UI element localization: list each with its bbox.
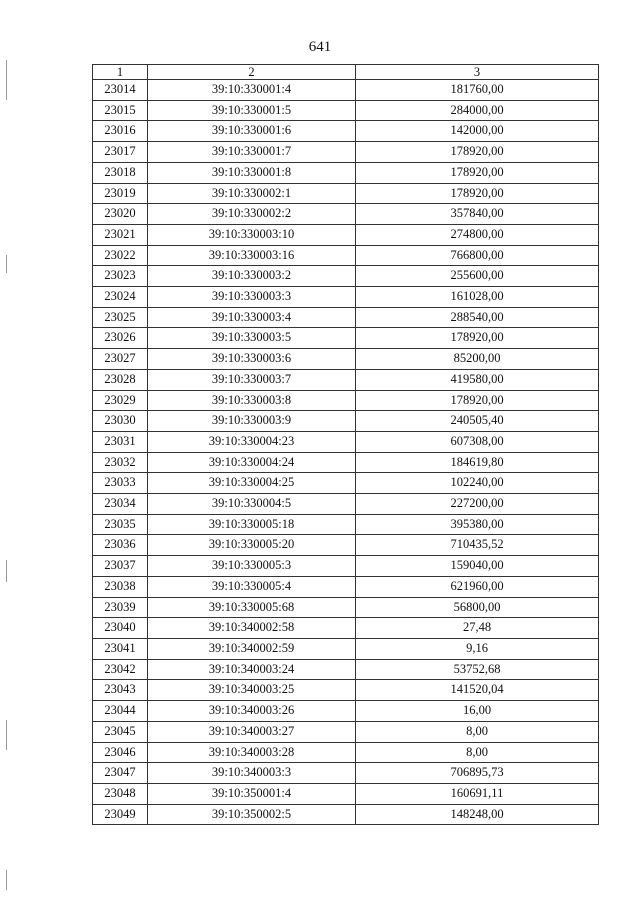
row-number-cell: 23049 xyxy=(93,804,148,825)
table-row xyxy=(93,80,599,101)
cadastral-value-cell: 159040,00 xyxy=(356,556,599,577)
cadastral-number-cell: 39:10:330002:1 xyxy=(148,183,356,204)
row-number-cell: 23016 xyxy=(93,121,148,142)
table-row xyxy=(93,514,599,535)
table-row xyxy=(93,287,599,308)
table-row xyxy=(93,162,599,183)
row-number-cell: 23042 xyxy=(93,659,148,680)
scan-edge-mark xyxy=(6,870,7,890)
row-number-cell: 23028 xyxy=(93,369,148,390)
table-row xyxy=(93,701,599,722)
cadastral-number-cell: 39:10:340003:3 xyxy=(148,763,356,784)
cadastral-value-cell: 227200,00 xyxy=(356,494,599,515)
cadastral-number-cell: 39:10:330003:2 xyxy=(148,266,356,287)
table-row xyxy=(93,783,599,804)
table-row xyxy=(93,100,599,121)
cadastral-value-cell: 160691,11 xyxy=(356,783,599,804)
cadastral-number-cell: 39:10:350002:5 xyxy=(148,804,356,825)
table-header-row xyxy=(93,65,599,80)
cadastral-value-cell: 288540,00 xyxy=(356,307,599,328)
cadastral-number-cell: 39:10:330003:10 xyxy=(148,224,356,245)
row-number-cell: 23027 xyxy=(93,349,148,370)
cadastral-number-cell: 39:10:340002:58 xyxy=(148,618,356,639)
column-header-3: 3 xyxy=(356,65,599,80)
cadastral-value-cell: 395380,00 xyxy=(356,514,599,535)
cadastral-value-cell: 284000,00 xyxy=(356,100,599,121)
row-number-cell: 23045 xyxy=(93,721,148,742)
table-row xyxy=(93,473,599,494)
table-row xyxy=(93,369,599,390)
cadastral-value-cell: 766800,00 xyxy=(356,245,599,266)
row-number-cell: 23036 xyxy=(93,535,148,556)
cadastral-value-cell: 621960,00 xyxy=(356,576,599,597)
cadastral-value-cell: 56800,00 xyxy=(356,597,599,618)
table-row xyxy=(93,390,599,411)
cadastral-value-cell: 85200,00 xyxy=(356,349,599,370)
cadastral-number-cell: 39:10:330003:5 xyxy=(148,328,356,349)
cadastral-number-cell: 39:10:330004:25 xyxy=(148,473,356,494)
cadastral-value-cell: 148248,00 xyxy=(356,804,599,825)
column-header-1: 1 xyxy=(93,65,148,80)
cadastral-number-cell: 39:10:330005:68 xyxy=(148,597,356,618)
cadastral-value-cell: 274800,00 xyxy=(356,224,599,245)
cadastral-number-cell: 39:10:330005:3 xyxy=(148,556,356,577)
cadastral-number-cell: 39:10:330005:18 xyxy=(148,514,356,535)
row-number-cell: 23021 xyxy=(93,224,148,245)
cadastral-value-cell: 240505,40 xyxy=(356,411,599,432)
row-number-cell: 23018 xyxy=(93,162,148,183)
table-row xyxy=(93,142,599,163)
row-number-cell: 23025 xyxy=(93,307,148,328)
row-number-cell: 23020 xyxy=(93,204,148,225)
cadastral-number-cell: 39:10:330004:23 xyxy=(148,431,356,452)
table-row xyxy=(93,224,599,245)
cadastral-number-cell: 39:10:330004:5 xyxy=(148,494,356,515)
cadastral-value-cell: 178920,00 xyxy=(356,162,599,183)
row-number-cell: 23035 xyxy=(93,514,148,535)
cadastral-number-cell: 39:10:330003:9 xyxy=(148,411,356,432)
table-row xyxy=(93,659,599,680)
cadastral-value-cell: 357840,00 xyxy=(356,204,599,225)
table-row xyxy=(93,349,599,370)
cadastral-number-cell: 39:10:340003:24 xyxy=(148,659,356,680)
cadastral-number-cell: 39:10:340002:59 xyxy=(148,638,356,659)
cadastral-value-cell: 178920,00 xyxy=(356,390,599,411)
cadastral-value-cell: 710435,52 xyxy=(356,535,599,556)
row-number-cell: 23031 xyxy=(93,431,148,452)
table-row xyxy=(93,721,599,742)
row-number-cell: 23048 xyxy=(93,783,148,804)
cadastral-value-cell: 178920,00 xyxy=(356,142,599,163)
row-number-cell: 23029 xyxy=(93,390,148,411)
cadastral-value-cell: 16,00 xyxy=(356,701,599,722)
cadastral-number-cell: 39:10:330003:6 xyxy=(148,349,356,370)
row-number-cell: 23023 xyxy=(93,266,148,287)
table-row xyxy=(93,680,599,701)
cadastral-value-cell: 181760,00 xyxy=(356,80,599,101)
cadastral-number-cell: 39:10:330004:24 xyxy=(148,452,356,473)
table-row xyxy=(93,742,599,763)
scan-edge-mark xyxy=(6,60,7,100)
cadastral-value-cell: 141520,04 xyxy=(356,680,599,701)
table-row xyxy=(93,638,599,659)
row-number-cell: 23046 xyxy=(93,742,148,763)
row-number-cell: 23032 xyxy=(93,452,148,473)
cadastral-number-cell: 39:10:330003:3 xyxy=(148,287,356,308)
table-row xyxy=(93,804,599,825)
row-number-cell: 23024 xyxy=(93,287,148,308)
table-row xyxy=(93,266,599,287)
table-row xyxy=(93,556,599,577)
cadastral-number-cell: 39:10:340003:26 xyxy=(148,701,356,722)
table-row xyxy=(93,452,599,473)
scan-edge-mark xyxy=(6,255,7,273)
cadastral-value-cell: 53752,68 xyxy=(356,659,599,680)
scan-edge-mark xyxy=(6,560,7,582)
cadastral-value-cell: 184619,80 xyxy=(356,452,599,473)
cadastral-number-cell: 39:10:330001:8 xyxy=(148,162,356,183)
cadastral-value-cell: 255600,00 xyxy=(356,266,599,287)
page-number: 641 xyxy=(308,39,332,55)
row-number-cell: 23014 xyxy=(93,80,148,101)
table-row xyxy=(93,535,599,556)
row-number-cell: 23038 xyxy=(93,576,148,597)
table-row xyxy=(93,307,599,328)
column-header-2: 2 xyxy=(148,65,356,80)
row-number-cell: 23037 xyxy=(93,556,148,577)
row-number-cell: 23044 xyxy=(93,701,148,722)
row-number-cell: 23039 xyxy=(93,597,148,618)
row-number-cell: 23015 xyxy=(93,100,148,121)
row-number-cell: 23030 xyxy=(93,411,148,432)
table-row xyxy=(93,494,599,515)
cadastral-value-table xyxy=(92,64,599,825)
cadastral-number-cell: 39:10:340003:28 xyxy=(148,742,356,763)
row-number-cell: 23017 xyxy=(93,142,148,163)
cadastral-value-cell: 178920,00 xyxy=(356,183,599,204)
row-number-cell: 23022 xyxy=(93,245,148,266)
cadastral-value-cell: 607308,00 xyxy=(356,431,599,452)
row-number-cell: 23034 xyxy=(93,494,148,515)
table-row xyxy=(93,618,599,639)
cadastral-value-cell: 706895,73 xyxy=(356,763,599,784)
cadastral-number-cell: 39:10:330003:8 xyxy=(148,390,356,411)
row-number-cell: 23043 xyxy=(93,680,148,701)
cadastral-value-cell: 102240,00 xyxy=(356,473,599,494)
cadastral-value-cell: 161028,00 xyxy=(356,287,599,308)
cadastral-value-cell: 178920,00 xyxy=(356,328,599,349)
row-number-cell: 23040 xyxy=(93,618,148,639)
table-row xyxy=(93,121,599,142)
scan-edge-mark xyxy=(6,720,7,750)
cadastral-number-cell: 39:10:330003:7 xyxy=(148,369,356,390)
table-row xyxy=(93,183,599,204)
cadastral-number-cell: 39:10:340003:25 xyxy=(148,680,356,701)
row-number-cell: 23047 xyxy=(93,763,148,784)
cadastral-number-cell: 39:10:330001:5 xyxy=(148,100,356,121)
cadastral-number-cell: 39:10:330001:4 xyxy=(148,80,356,101)
row-number-cell: 23019 xyxy=(93,183,148,204)
cadastral-value-cell: 8,00 xyxy=(356,721,599,742)
table-row xyxy=(93,597,599,618)
cadastral-number-cell: 39:10:330003:16 xyxy=(148,245,356,266)
table-row xyxy=(93,576,599,597)
row-number-cell: 23041 xyxy=(93,638,148,659)
cadastral-value-cell: 142000,00 xyxy=(356,121,599,142)
cadastral-value-cell: 9,16 xyxy=(356,638,599,659)
row-number-cell: 23026 xyxy=(93,328,148,349)
table-row xyxy=(93,245,599,266)
cadastral-number-cell: 39:10:330005:20 xyxy=(148,535,356,556)
cadastral-value-cell: 8,00 xyxy=(356,742,599,763)
cadastral-number-cell: 39:10:330003:4 xyxy=(148,307,356,328)
cadastral-number-cell: 39:10:330001:7 xyxy=(148,142,356,163)
row-number-cell: 23033 xyxy=(93,473,148,494)
table-row xyxy=(93,431,599,452)
cadastral-number-cell: 39:10:350001:4 xyxy=(148,783,356,804)
table-row xyxy=(93,763,599,784)
table-row xyxy=(93,204,599,225)
cadastral-number-cell: 39:10:330005:4 xyxy=(148,576,356,597)
table-row xyxy=(93,328,599,349)
cadastral-value-cell: 419580,00 xyxy=(356,369,599,390)
table-row xyxy=(93,411,599,432)
cadastral-number-cell: 39:10:330001:6 xyxy=(148,121,356,142)
cadastral-value-cell: 27,48 xyxy=(356,618,599,639)
table-body xyxy=(93,80,599,825)
cadastral-number-cell: 39:10:340003:27 xyxy=(148,721,356,742)
cadastral-number-cell: 39:10:330002:2 xyxy=(148,204,356,225)
